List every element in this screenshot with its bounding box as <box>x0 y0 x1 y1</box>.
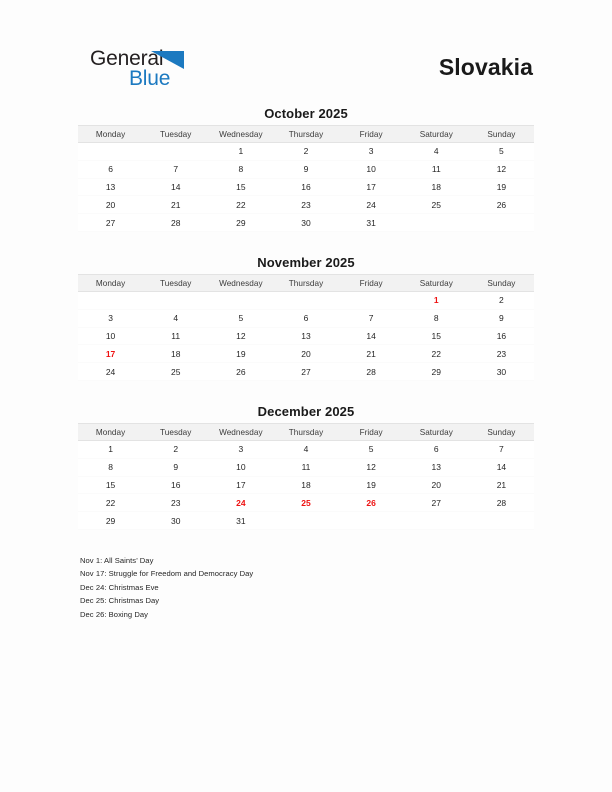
month-title: October 2025 <box>264 106 348 121</box>
calendar-day[interactable]: 2 <box>143 441 208 459</box>
calendar-day[interactable]: 17 <box>339 178 404 196</box>
calendar-week-row <box>78 309 534 327</box>
general-blue-logo[interactable] <box>90 48 280 96</box>
calendar-day[interactable]: 22 <box>78 494 143 512</box>
calendar-day[interactable]: 23 <box>469 345 534 363</box>
weekday-header-thursday: Thursday <box>273 275 338 292</box>
calendar-day[interactable]: 28 <box>469 494 534 512</box>
weekday-header-friday: Friday <box>339 126 404 143</box>
calendar-day[interactable]: 13 <box>404 458 469 476</box>
calendar-day[interactable]: 29 <box>78 512 143 530</box>
weekday-header-tuesday: Tuesday <box>143 275 208 292</box>
calendar-body <box>78 441 534 530</box>
calendar-day[interactable]: 16 <box>469 327 534 345</box>
calendar-day[interactable]: 6 <box>273 309 338 327</box>
calendar-day[interactable]: 21 <box>469 476 534 494</box>
calendar-day[interactable]: 20 <box>404 476 469 494</box>
calendar-day[interactable]: 27 <box>78 214 143 232</box>
calendar-day[interactable]: 29 <box>404 363 469 381</box>
calendar-day[interactable]: 4 <box>404 143 469 161</box>
calendar-day[interactable]: 18 <box>404 178 469 196</box>
calendar-week-row <box>78 160 534 178</box>
holiday-notes-list <box>80 554 480 621</box>
holiday-note: Nov 1: All Saints’ Day <box>80 556 154 565</box>
calendar-table-november <box>78 274 534 381</box>
weekday-header-sunday: Sunday <box>469 275 534 292</box>
logo-text-blue: Blue <box>129 67 171 90</box>
calendar-day[interactable]: 19 <box>339 476 404 494</box>
calendar-day[interactable]: 27 <box>404 494 469 512</box>
holiday-note: Dec 26: Boxing Day <box>80 609 149 619</box>
calendar-day-empty <box>273 292 338 310</box>
calendar-day[interactable]: 12 <box>339 458 404 476</box>
calendar-day[interactable]: 19 <box>208 345 273 363</box>
calendar-day[interactable]: 3 <box>208 441 273 459</box>
calendar-week-row <box>78 143 534 161</box>
calendar-day-empty <box>78 143 143 161</box>
calendar-day[interactable]: 7 <box>469 441 534 459</box>
calendar-day[interactable]: 23 <box>143 494 208 512</box>
calendar-day[interactable]: 13 <box>78 178 143 196</box>
weekday-header-row <box>78 126 534 143</box>
calendar-week-row <box>78 196 534 214</box>
calendar-day-empty <box>78 292 143 310</box>
calendar-day[interactable]: 10 <box>339 160 404 178</box>
weekday-header-wednesday: Wednesday <box>208 126 273 143</box>
logo-text-general: General <box>90 47 164 70</box>
calendar-day[interactable]: 14 <box>143 178 208 196</box>
calendar-day[interactable]: 5 <box>469 143 534 161</box>
calendar-day[interactable]: 23 <box>273 196 338 214</box>
weekday-header-friday: Friday <box>339 275 404 292</box>
calendar-day[interactable]: 18 <box>143 345 208 363</box>
month-block-december <box>78 404 534 530</box>
calendar-day[interactable]: 16 <box>143 476 208 494</box>
calendar-day[interactable]: 4 <box>143 309 208 327</box>
holiday-note: Dec 25: Christmas Day <box>80 596 160 606</box>
calendar-day[interactable]: 17 <box>208 476 273 494</box>
calendar-day[interactable]: 7 <box>143 160 208 178</box>
calendar-day[interactable]: 25 <box>404 196 469 214</box>
calendar-day[interactable]: 22 <box>404 345 469 363</box>
holiday-note: Nov 17: Struggle for Freedom and Democracy Day <box>80 569 254 579</box>
weekday-header-saturday: Saturday <box>404 126 469 143</box>
month-title: November 2025 <box>257 255 355 270</box>
weekday-header-tuesday: Tuesday <box>143 126 208 143</box>
calendar-day-holiday[interactable]: 25 <box>273 494 338 512</box>
calendar-day-holiday[interactable]: 17 <box>78 345 143 363</box>
calendar-day[interactable]: 30 <box>469 363 534 381</box>
calendar-body <box>78 292 534 381</box>
calendar-day[interactable]: 19 <box>469 178 534 196</box>
calendar-day[interactable]: 8 <box>208 160 273 178</box>
calendar-day[interactable]: 31 <box>339 214 404 232</box>
calendar-day[interactable]: 8 <box>404 309 469 327</box>
calendar-day[interactable]: 2 <box>273 143 338 161</box>
calendar-day[interactable]: 1 <box>208 143 273 161</box>
calendar-week-row <box>78 327 534 345</box>
weekday-header-wednesday: Wednesday <box>208 275 273 292</box>
month-title: December 2025 <box>257 404 355 419</box>
calendar-body <box>78 143 534 232</box>
weekday-header-thursday: Thursday <box>273 126 338 143</box>
calendar-day[interactable]: 26 <box>208 363 273 381</box>
calendar-day[interactable]: 25 <box>143 363 208 381</box>
weekday-header-row <box>78 275 534 292</box>
month-block-october <box>78 106 534 232</box>
calendar-day[interactable]: 9 <box>469 309 534 327</box>
calendar-day[interactable]: 12 <box>469 160 534 178</box>
calendar-day[interactable]: 6 <box>78 160 143 178</box>
calendar-week-row <box>78 363 534 381</box>
calendar-day-empty <box>143 292 208 310</box>
calendar-day[interactable]: 5 <box>208 309 273 327</box>
calendar-week-row <box>78 458 534 476</box>
calendar-day[interactable]: 20 <box>273 345 338 363</box>
calendar-day[interactable]: 10 <box>208 458 273 476</box>
calendar-day[interactable]: 15 <box>78 476 143 494</box>
calendar-table-december <box>78 423 534 530</box>
weekday-header-tuesday: Tuesday <box>143 424 208 441</box>
weekday-header-wednesday: Wednesday <box>208 424 273 441</box>
calendar-day[interactable]: 6 <box>404 441 469 459</box>
weekday-header-sunday: Sunday <box>469 424 534 441</box>
calendar-day[interactable]: 26 <box>469 196 534 214</box>
calendar-week-row <box>78 512 534 530</box>
calendar-table-october <box>78 125 534 232</box>
weekday-header-friday: Friday <box>339 424 404 441</box>
weekday-header-monday: Monday <box>78 126 143 143</box>
calendar-day[interactable]: 28 <box>339 363 404 381</box>
calendar-day[interactable]: 9 <box>143 458 208 476</box>
calendar-week-row <box>78 178 534 196</box>
calendar-week-row <box>78 292 534 310</box>
calendar-day[interactable]: 28 <box>143 214 208 232</box>
calendar-week-row <box>78 214 534 232</box>
calendar-day-empty <box>404 512 469 530</box>
calendar-day[interactable]: 9 <box>273 160 338 178</box>
weekday-header-monday: Monday <box>78 424 143 441</box>
calendar-day[interactable]: 22 <box>208 196 273 214</box>
calendar-day[interactable]: 7 <box>339 309 404 327</box>
calendar-day-empty <box>208 292 273 310</box>
calendar-day[interactable]: 11 <box>273 458 338 476</box>
calendar-week-row <box>78 345 534 363</box>
calendar-day[interactable]: 21 <box>143 196 208 214</box>
weekday-header-thursday: Thursday <box>273 424 338 441</box>
calendar-day-empty <box>273 512 338 530</box>
month-block-november <box>78 255 534 381</box>
page-header <box>0 40 612 96</box>
calendar-day[interactable]: 20 <box>78 196 143 214</box>
calendar-day-holiday[interactable]: 1 <box>404 292 469 310</box>
calendar-week-row <box>78 441 534 459</box>
calendar-day-empty <box>469 512 534 530</box>
calendar-week-row <box>78 494 534 512</box>
calendar-day[interactable]: 24 <box>339 196 404 214</box>
calendar-day[interactable]: 3 <box>78 309 143 327</box>
calendar-day-holiday[interactable]: 26 <box>339 494 404 512</box>
calendar-day[interactable]: 3 <box>339 143 404 161</box>
calendar-day[interactable]: 31 <box>208 512 273 530</box>
weekday-header-sunday: Sunday <box>469 126 534 143</box>
calendar-day-empty <box>404 214 469 232</box>
calendar-day[interactable]: 12 <box>208 327 273 345</box>
calendar-day[interactable]: 11 <box>404 160 469 178</box>
calendar-day[interactable]: 27 <box>273 363 338 381</box>
calendar-day[interactable]: 10 <box>78 327 143 345</box>
calendar-day[interactable]: 18 <box>273 476 338 494</box>
calendar-day-empty <box>339 292 404 310</box>
calendar-day[interactable]: 30 <box>273 214 338 232</box>
weekday-header-saturday: Saturday <box>404 424 469 441</box>
calendar-day[interactable]: 4 <box>273 441 338 459</box>
calendar-day-holiday[interactable]: 24 <box>208 494 273 512</box>
calendar-day[interactable]: 11 <box>143 327 208 345</box>
calendar-day[interactable]: 15 <box>208 178 273 196</box>
calendar-day-empty <box>469 214 534 232</box>
calendar-day[interactable]: 1 <box>78 441 143 459</box>
calendar-day[interactable]: 5 <box>339 441 404 459</box>
weekday-header-monday: Monday <box>78 275 143 292</box>
calendar-day[interactable]: 8 <box>78 458 143 476</box>
page-title: Slovakia <box>438 54 533 80</box>
calendar-day[interactable]: 2 <box>469 292 534 310</box>
calendar-day[interactable]: 16 <box>273 178 338 196</box>
calendar-day[interactable]: 14 <box>339 327 404 345</box>
calendar-day[interactable]: 15 <box>404 327 469 345</box>
calendar-day[interactable]: 14 <box>469 458 534 476</box>
calendar-day[interactable]: 29 <box>208 214 273 232</box>
calendar-day[interactable]: 24 <box>78 363 143 381</box>
calendar-day[interactable]: 13 <box>273 327 338 345</box>
holiday-note: Dec 24: Christmas Eve <box>80 582 159 592</box>
calendar-week-row <box>78 476 534 494</box>
calendar-day[interactable]: 21 <box>339 345 404 363</box>
calendar-day-empty <box>143 143 208 161</box>
weekday-header-row <box>78 424 534 441</box>
calendar-day-empty <box>339 512 404 530</box>
calendar-day[interactable]: 30 <box>143 512 208 530</box>
weekday-header-saturday: Saturday <box>404 275 469 292</box>
